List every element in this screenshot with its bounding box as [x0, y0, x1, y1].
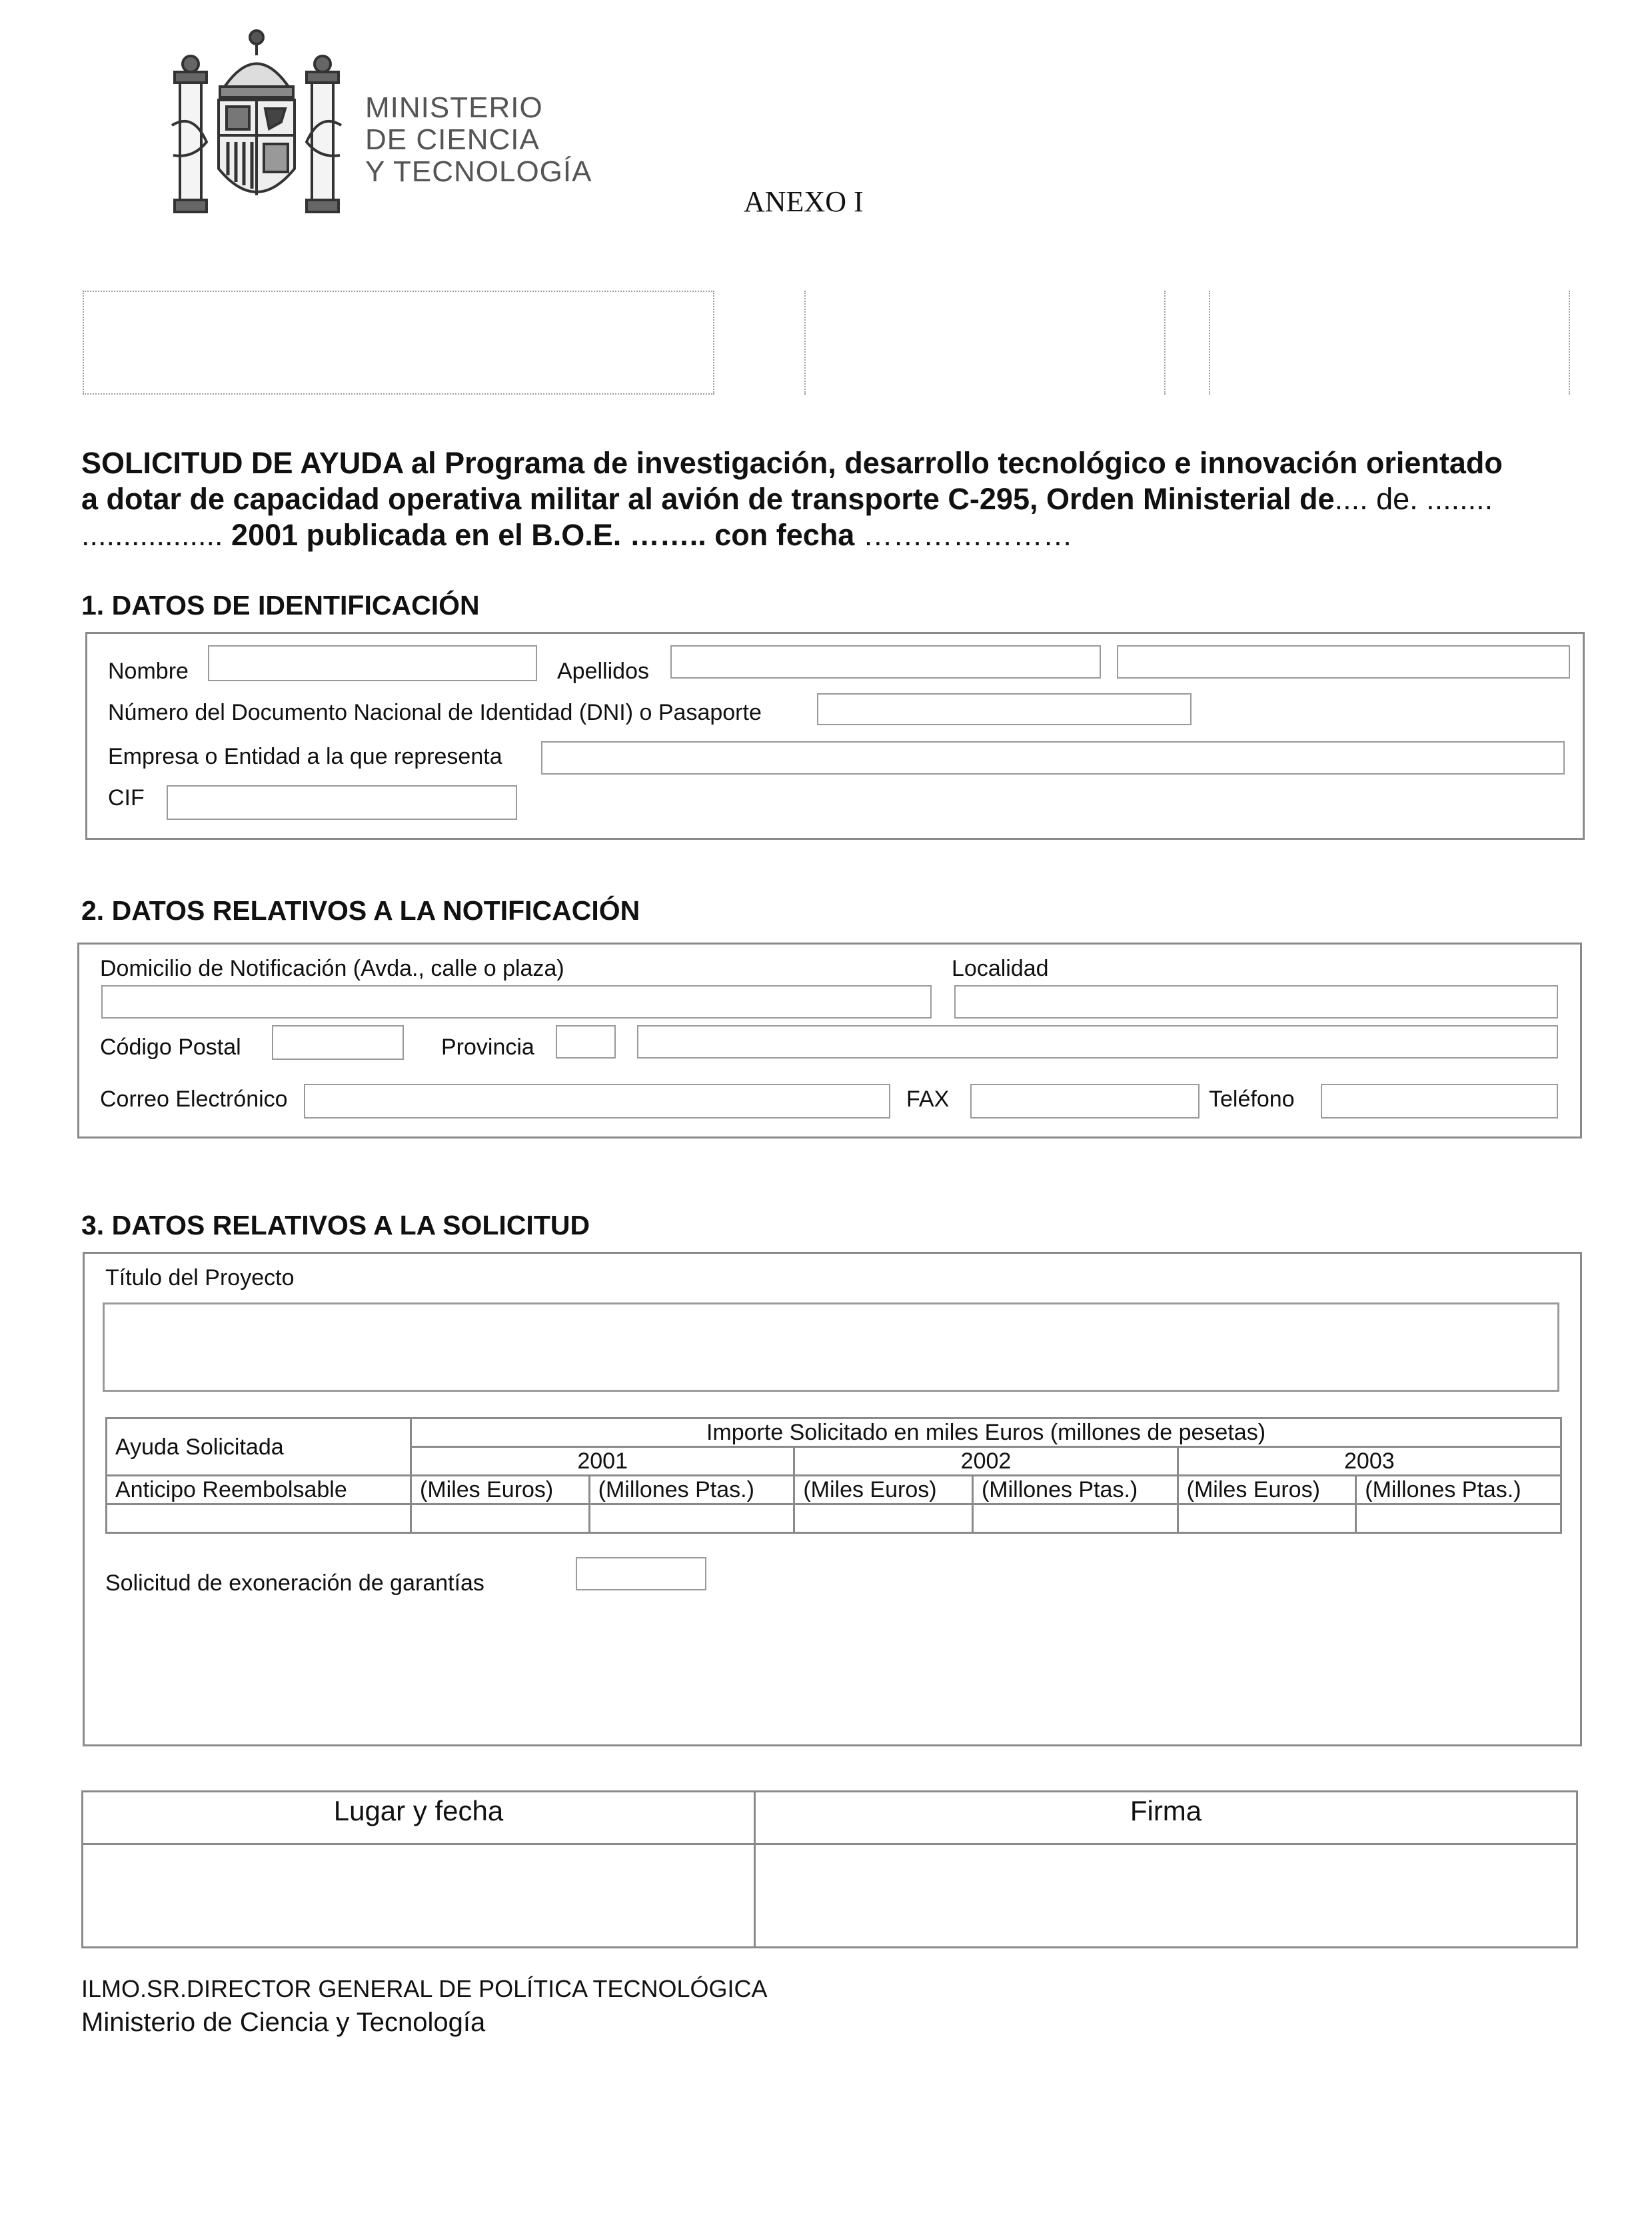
lugar-fecha-field[interactable] — [83, 1844, 755, 1948]
fax-field[interactable] — [970, 1084, 1200, 1118]
importe-header: Importe Solicitado en miles Euros (millones de pesetas) — [411, 1418, 1561, 1447]
apellido-1-field[interactable] — [670, 645, 1101, 679]
registry-box-1 — [83, 291, 714, 395]
nombre-field[interactable] — [208, 645, 537, 681]
nombre-label: Nombre — [108, 659, 189, 684]
provincia-code-field[interactable] — [556, 1025, 616, 1059]
footer-addressee: ILMO.SR.DIRECTOR GENERAL DE POLÍTICA TECNOLÓGICA — [81, 1975, 768, 2002]
amount-table — [105, 1417, 1562, 1534]
logo-line-1: MINISTERIO — [365, 91, 543, 124]
domicilio-label: Domicilio de Notificación (Avda., calle o plaza) — [100, 956, 564, 981]
correo-field[interactable] — [304, 1084, 890, 1118]
apellidos-label: Apellidos — [557, 659, 649, 684]
input-ptas-2001[interactable] — [589, 1504, 794, 1533]
exoneracion-field[interactable] — [576, 1557, 706, 1590]
empresa-field[interactable] — [541, 741, 1565, 775]
domicilio-field[interactable] — [101, 985, 932, 1019]
col-miles-euros-2003: (Miles Euros) — [1178, 1476, 1356, 1504]
empresa-label: Empresa o Entidad a la que representa — [108, 744, 502, 769]
annex-title: ANEXO I — [744, 185, 864, 218]
registry-box-3 — [1209, 291, 1570, 395]
localidad-field[interactable] — [954, 985, 1558, 1019]
fax-label: FAX — [906, 1087, 950, 1112]
cif-label: CIF — [108, 785, 145, 811]
codigo-postal-field[interactable] — [272, 1025, 404, 1060]
section-1-heading: 1. DATOS DE IDENTIFICACIÓN — [81, 590, 480, 621]
year-2001: 2001 — [411, 1447, 794, 1476]
anticipo-cell: Anticipo Reembolsable — [107, 1476, 411, 1504]
codigo-postal-label: Código Postal — [100, 1035, 241, 1060]
col-millones-ptas-2002: (Millones Ptas.) — [972, 1476, 1178, 1504]
telefono-label: Teléfono — [1209, 1087, 1295, 1112]
footer-ministry: Ministerio de Ciencia y Tecnología — [81, 2008, 486, 2037]
provincia-field[interactable] — [637, 1025, 1558, 1059]
section-3-heading: 3. DATOS RELATIVOS A LA SOLICITUD — [81, 1210, 590, 1240]
logo-line-2: DE CIENCIA — [365, 123, 540, 156]
year-2002: 2002 — [794, 1447, 1178, 1476]
localidad-label: Localidad — [952, 956, 1049, 981]
firma-header: Firma — [755, 1792, 1577, 1844]
exoneracion-label: Solicitud de exoneración de garantías — [105, 1570, 484, 1596]
section-2-heading: 2. DATOS RELATIVOS A LA NOTIFICACIÓN — [81, 895, 640, 926]
titulo-proyecto-label: Título del Proyecto — [105, 1265, 295, 1290]
year-2003: 2003 — [1178, 1447, 1561, 1476]
lugar-fecha-header: Lugar y fecha — [83, 1792, 755, 1844]
input-ptas-2002[interactable] — [972, 1504, 1178, 1533]
apellido-2-field[interactable] — [1117, 645, 1570, 679]
titulo-proyecto-field[interactable] — [103, 1302, 1559, 1392]
provincia-label: Provincia — [441, 1035, 534, 1060]
form-title — [81, 445, 1601, 553]
telefono-field[interactable] — [1321, 1084, 1558, 1118]
input-euros-2003[interactable] — [1178, 1504, 1356, 1533]
cif-field[interactable] — [167, 785, 517, 820]
firma-field[interactable] — [755, 1844, 1577, 1948]
registry-box-2 — [804, 291, 1166, 395]
dni-field[interactable] — [817, 693, 1192, 725]
empty-label-cell — [107, 1504, 411, 1533]
signature-table — [81, 1790, 1578, 1948]
col-millones-ptas-2003: (Millones Ptas.) — [1356, 1476, 1561, 1504]
title-line-2: a dotar de capacidad operativa militar al avión de transporte C-295, Orden Ministerial de.... de. ........ — [81, 482, 1493, 516]
input-euros-2002[interactable] — [794, 1504, 973, 1533]
ministry-logo-text — [365, 92, 592, 188]
ayuda-solicitada-cell: Ayuda Solicitada — [107, 1418, 411, 1476]
input-euros-2001[interactable] — [411, 1504, 590, 1533]
col-miles-euros-2001: (Miles Euros) — [411, 1476, 590, 1504]
col-miles-euros-2002: (Miles Euros) — [794, 1476, 973, 1504]
correo-label: Correo Electrónico — [100, 1087, 288, 1112]
dni-label: Número del Documento Nacional de Identidad (DNI) o Pasaporte — [108, 700, 762, 725]
col-millones-ptas-2001: (Millones Ptas.) — [589, 1476, 794, 1504]
title-line-3: ................. 2001 publicada en el B.O.E. …….. con fecha ………………… — [81, 518, 1073, 552]
title-line-1: SOLICITUD DE AYUDA al Programa de investigación, desarrollo tecnológico e innovación orientado — [81, 446, 1503, 480]
logo-line-3: Y TECNOLOGÍA — [365, 155, 592, 188]
coat-of-arms-icon — [167, 25, 347, 215]
input-ptas-2003[interactable] — [1356, 1504, 1561, 1533]
